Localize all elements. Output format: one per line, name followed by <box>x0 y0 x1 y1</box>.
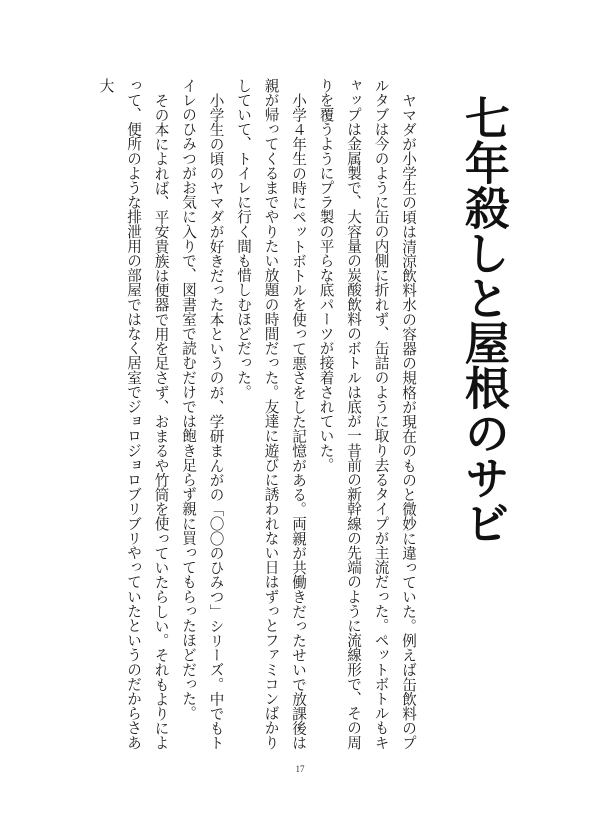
paragraph-4: その本によれば、平安貴族は便器で用を足さず、おまるや竹筒を使っていたらしい。それもよりによって、便所のような排泄用の部屋ではなく居室でジョロジョロブリブリやっていたというのだからさあ大 <box>97 78 170 750</box>
chapter-title: 七年殺しと屋根のサビ <box>456 95 510 545</box>
body-text <box>92 78 422 758</box>
page-number: 17 <box>295 764 305 774</box>
paragraph-3: 小学生の頃のヤマダが好きだった本というのが、学研まんがの「〇〇のひみつ」シリーズ。中でもトイレのひみつがお気に入りで、図書室で読むだけでは飽き足らず親に買ってもらったほどだった。 <box>180 78 225 750</box>
paragraph-2: 小学４年生の時にペットボトルを使って悪さをした記憶がある。両親が共働きだったせいで放課後は親が帰ってくるまでやりたい放題の時間だった。友達に遊びに誘われない日はずっとファミコンばかりしていて、トイレに行く間も惜しむほどだった。 <box>235 78 307 750</box>
paragraph-1: ヤマダが小学生の頃は清涼飲料水の容器の規格が現在のものと微妙に違っていた。例えば缶飲料のプルタブは今のように缶の内側に折れず、缶詰のように取り去るタイプが主流だった。ペットボトルもキャップは金属製で、大容量の炭酸飲料のボトルは底が一昔前の新幹線の先端のように流線形で、その周りを覆うようにプラ製の平らな底パーツが接着されていた。 <box>317 78 417 750</box>
